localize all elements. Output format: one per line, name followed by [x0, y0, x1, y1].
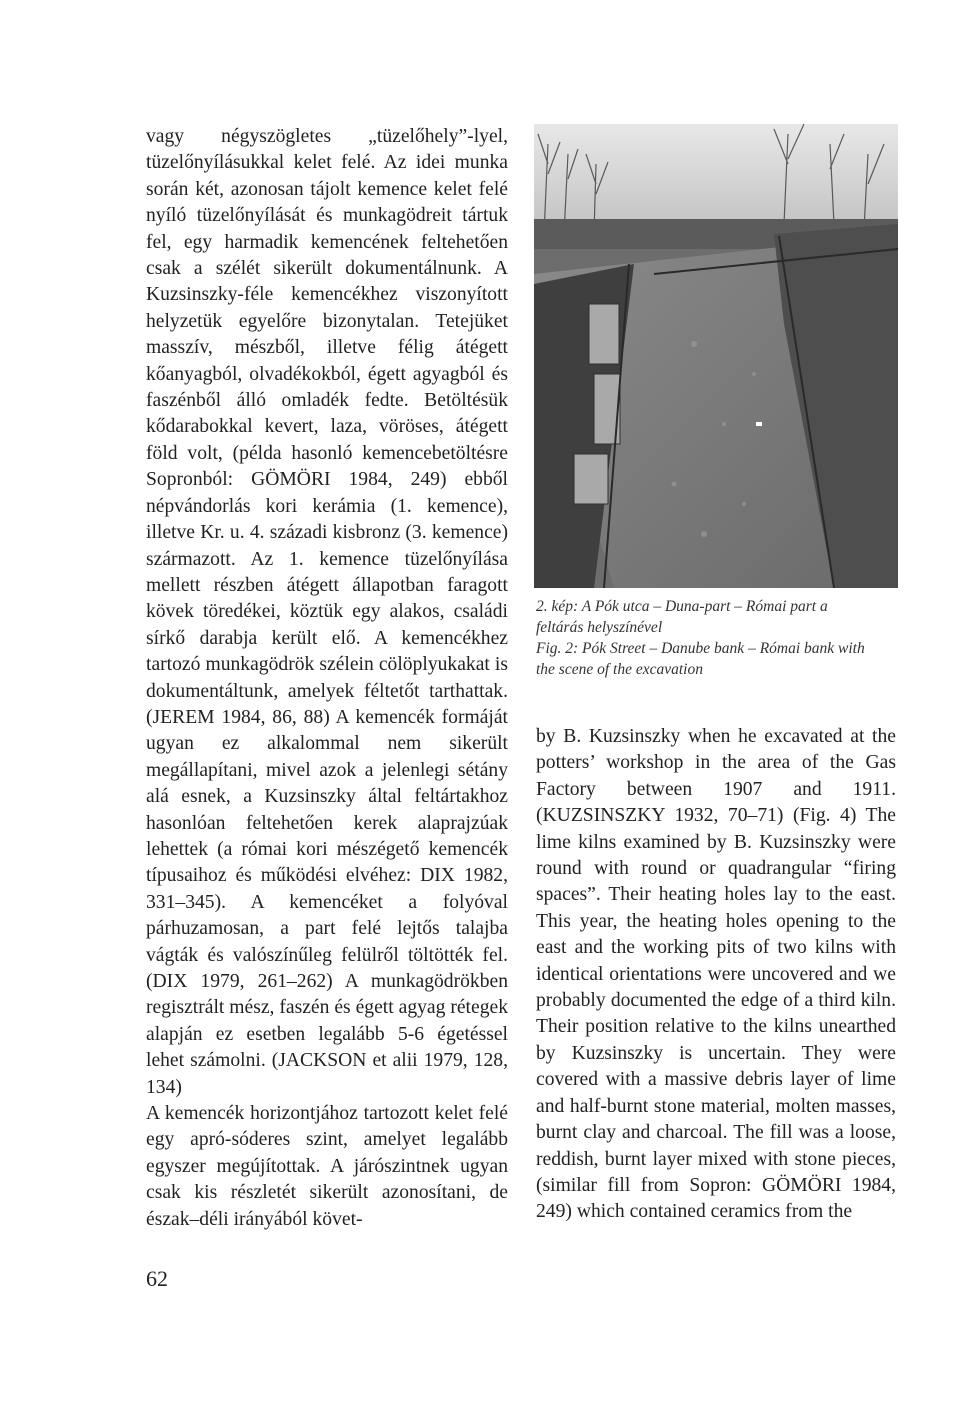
caption-en-line-1: Fig. 2: Pók Street – Danube bank – Római bank with [536, 640, 865, 657]
caption-hu-line-1: 2. kép: A Pók utca – Duna-part – Római part a [536, 598, 828, 615]
caption-hu-line-2: feltárás helyszínével [536, 619, 663, 636]
left-paragraph-2: A kemencék horizontjához tartozott kelet felé egy apró-sóderes szint, amelyet legalább egyszer megújítottak. A járószintnek ugyan csak kis részletét sikerült azonosítani, de észak–déli irányából követ- [146, 1103, 508, 1230]
caption-en-line-2: the scene of the excavation [536, 661, 703, 678]
right-text-column [536, 724, 896, 1226]
left-text-column [146, 124, 508, 1233]
right-paragraph-1: by B. Kuzsinszky when he excavated at the potters’ workshop in the area of the Gas Factory between 1907 and 1911. (KUZSINSZKY 1932, 70–71) (Fig. 4) The lime kilns examined by B. Kuzsinszky were round with round or quadrangular “firing spaces”. Their heating holes lay to the east. This year, the heating holes opening to the east and the working pits of two kilns with identical orientations were uncovered and we probably documented the edge of a third kiln. Their position relative to the kilns unearthed by Kuzsinszky is uncertain. They were covered with a massive debris layer of lime and half-burnt stone material, molten masses, burnt clay and charcoal. The fill was a loose, reddish, burnt layer mixed with stone pieces, (similar fill from Sopron: GÖMÖRI 1984, 249) which contained ceramics from the [536, 726, 896, 1223]
page-number: 62 [146, 1266, 168, 1291]
figure-caption [536, 596, 896, 680]
excavation-photo [534, 124, 898, 588]
left-paragraph-1: vagy négyszögletes „tüzelőhely”-lyel, tüzelőnyílásukkal kelet felé. Az idei munka során két, azonosan tájolt kemence kelet felé nyíló tüzelőnyílását és munkagödreit tártuk fel, egy harmadik kemencének feltehetően csak a szélét sikerült dokumentálnunk. A Kuzsinszky-féle kemencékhez viszonyított helyzetük egyelőre bizonytalan. Tetejüket masszív, mészből, illetve félig átégett kőanyagból, olvadékokból, égett agyagból és faszénből álló omladék fedte. Betöltésük kődarabokkal kevert, laza, vöröses, átégett föld volt, (példa hasonló kemencebetöltésre Sopronból: GÖMÖRI 1984, 249) ebből népvándorlás kori kerámia (1. kemence), illetve Kr. u. 4. századi kisbronz (3. kemence) származott. Az 1. kemence tüzelőnyílása mellett részben átégett állapotban faragott kövek töredékei, köztük egy alakos, családi sírkő darabja került elő. A kemencékhez tartozó munkagödrök szélein cölöplyukakat is dokumentáltunk, amelyek féltetőt tarthattak. (JEREM 1984, 86, 88) A kemencék formáját ugyan ez alkalommal nem sikerült megállapítani, mivel azok a jelenlegi sétány alá esnek, a Kuzsinszky által feltártakhoz hasonlóan feltehetően kerek alaprajzúak lehettek (a római kori mészégető kemencék típusaihoz és működési elvéhez: DIX 1982, 331–345). A kemencéket a folyóval párhuzamosan, a part felé lejtős talajba vágták és valószínűleg felülről töltötték fel. (DIX 1979, 261–262) A munkagödrökben regisztrált mész, faszén és égett agyag rétegek alapján ez esetben legalább 5-6 égetéssel lehet számolni. (JACKSON et alii 1979, 128, 134) [146, 126, 508, 1098]
